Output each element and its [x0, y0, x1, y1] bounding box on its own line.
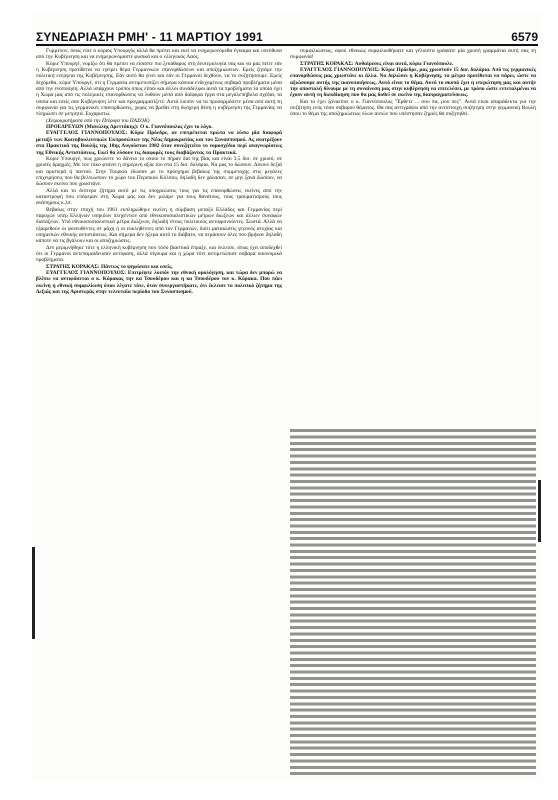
paragraph: Κύριε Υπουργέ, νομίζω ότι θα πρέπει να είσαστε πιο ξεκάθαρος στη δευτερολογία σας και να μας πείτε εάν η Κυβέρνηση προτίθεται να εγείρει θέμα Γερμανικών επανορθώσεων και αποζημιώσεων. Εμείς ζητάμε την πολιτική ενέργεια της Κυβέρνησης. Εάν αυτό θα γίνει και εάν οι Γερμανοί δεχθούν, να το συζητήσουμε. Εμείς δεχόμεθα, κύριε Υπουργέ, ότι η Γερμανία αντιμετωπίζει σήμερα κάποια ενδεχομένως σοβαρά προβλήματα μέσα από την ενοποίηση. Αλλά υπάρχουν τρόποι όπως είπαν και άλλοι συνάδελφοι αυτά τα προβλήματα τα οποία έχει η Χώρα μας από τις πολεμικές επανορθώσεις να λυθούν μέσα από διάφορα έργα στα μεγαλεπήβολα σχέδια, τα οποία και εσείς σαν Κυβέρνηση λέτε και προγραμματίζετε. Αυτά λοιπόν να τα προσαρμόσετε μέσα από αυτή τη συμφωνία για τις γερμανικές επανορθώσεις, χωρίς να βρεθεί στη δυσχερή θέση η κυβέρνηση της Γερμανίας να πληρώσει σε μετρητά. Ευχαριστώ. [36, 60, 282, 118]
margin-mark [538, 480, 541, 542]
speaker-paragraph: ΕΥΑΓΓΕΛΟΣ ΓΙΑΝΝΟΠΟΥΛΟΣ: Κύριε Πρόεδρε, αν επιτρέπεται πρώτα να λύσω μία διαφορά μεταξύ των Κοινοβουλευτικών Εκπροσώπων της Νέας Δημοκρατίας και του Συνασπισμού. Ας ανατρέξουν στα Πρακτικά της Βουλής της 18ης Αυγούστου 1982 όταν συνεζητείτο το νομοσχέδιο περί αναγνωρίσεως της Εθνικής Αντιστάσεως. Εκεί θα λύσουν τις διαφορές τους διαβάζοντας τα Πρακτικά. [36, 130, 282, 156]
speaker-paragraph: ΠΡΟΕΔΡΕΥΩΝ (Μανώλης Δρεττάκης): Ο κ. Γιαννόπουλος έχει το λόγο. [46, 124, 213, 131]
speaker-paragraph: ΣΤΡΑΤΗΣ ΚΟΡΑΚΑΣ: Πάντως το ψηφίσατε και εσείς. [46, 263, 173, 270]
paragraph: συμφιλιώσεως, αφού εθνικώς συμφιλιωθήκατε και γέλοιστα γράψατε μία χρυσή γραμμάτια αυτή σας τη συμφωνία! [290, 48, 536, 61]
paragraph: Βεβαίως στην εποχή του 1961 εκπληρώθηκε εκείνη η σύμβαση μεταξύ Ελλάδος και Γερμανίας περί παροχών υπέρ Ελλήνων υπηκόων πληγέντων από εθνικοσοσιαλιστικών μέτρων διώξεων και άλλων συναφών διατάξεων. Υπό εθνικοσοσιαλιστικά μέτρα διώξεων, δηλαδή στους πολιτικούς αντιφρονούντες. Σωστά. Αλλά να εξαιρεθούν οι φονευθέντες σε μάχη ή οι ευκληθέντες από τον Γερμανών, διότι ματαιώσεις γεγονός ατυχίας και υπηρεσιών εθνικής αντιστάσεως. Και σήμερα δεν ήξερα αυτό το διάβατο, να περάσουν όλες που βρήκαν δηλαδή κάποτε να τις βγάλουν και οι αποζημιώσεις. [36, 206, 282, 245]
paragraph: Αλλά και το δεύτερο ζήτημα αυτό με τις υποχρεώσεις τους για τις επανορθώσεις εκείνες από την καταστροφή που επέφεραν στη Χώρα μας και δεν μιλάμε για τους θανάτους, τους τραυματισμούς τους ανάπηρους κ.λπ. [36, 187, 282, 207]
page-header [36, 18, 538, 46]
illegible-text-block [290, 427, 536, 777]
paragraph: Κύριε Υπουργέ, πως χρεώνετε το δάνειο το οποίο το πήραν δια της βίας και είναι 3,5 δισ. σε χρυσό, σε χρυσές δραχμές; Με τον τόκο φτάνει η σημερινή αξία του στα 15 δισ. δολάρια. Να μας το δώσουν. Δίνουν δεξιά και αριστερά ή παντού. Στην Τουρκία έδωσαν με το πρόσχημα βεβαίως της συμμετοχής στις μεγάλες επιχειρήσεις που θα βελτιώσουν το χώρο του Περσικού Κόλπου, δηλαδή δεν χάλασαν, σε μην ξανά δώσουν, να δώσουν εκείνο που χρωστάνε. [36, 155, 282, 188]
paragraph: Δεν μεριμνήθηκε τότε η ελληνική κυβέρνηση που τόσο βιαστικά έπραξε, και έκλεισε, όπως έχει αποδεχθεί ότι οι Γερμανοί αντεπαμαίδευσαν αντίφαση, αλλά σίγουρα και η χώρα τότε αντιμετώπισε σοβαρά οικονομικά προβλήματα. [36, 244, 282, 264]
paragraph: Και το έχει ξαναείπει ο κ. Γιαννόπουλος "Έρθετε ... σου πα, μου πες". Αυτά είναι απαράδεκτα για την συζήτηση ενός τόσο σοβαρού θέματος. Θα σας αντιγράψω από την αντίστοιχη συζήτηση στην γερμανική Βουλή όπου το θέμα της αποζημιώσεως όλων αυτών που υπέστησαν ζημιές θα συζητηθεί. [290, 98, 536, 118]
paragraph: Γυμμένον, όπως είπε ο κύριος Υπουργός αλλά θα πρέπει και εκεί να ενημερωνόμεθα έγκαιρα και υπεύθυνα από την Κυβέρνηση και να ενημερωνόμαστε φυσικά και ο ελληνικός Λαός. [36, 48, 282, 61]
speaker-paragraph: ΣΤΡΑΤΗΣ ΚΟΡΑΚΑΣ: Αυθαίρεσες είναι αυτά, κύριε Γιαννόπουλε. [300, 60, 454, 67]
newspaper-page [32, 12, 542, 782]
speaker-paragraph: ΕΥΑΓΓΕΛΟΣ ΓΙΑΝΝΟΠΟΥΛΟΣ: Κύριε Πρόεδρε, μας χρωστούν 15 δισ. δολάρια. Από τις γερμανικές επανορθώσεις μας χρωστάνε κι άλλα. Να δηλώσει η Κυβέρνηση, τα μέτρα προτίθεται να πάρει, ώστε να αξιώσουμε αυτής της ικανοποιήσεως. Αυτό είναι το θέμα. Αυτό το σκοπό έχει η επερώτηση μας και αυτήν την αποστολή δίνουμε με τη συναίνεση μας στην κυβέρνηση να επιτελέσει, με τρόπο ώστε εντεταλμένοι να έχουν αυτή τη διεκδίκηση που θα μας δοθεί σε εκείνο της διαπραγματεύσεως. [290, 67, 536, 99]
left-column [36, 48, 282, 776]
speaker-paragraph: ΕΥΑΓΓΕΛΟΣ ΓΙΑΝΝΟΠΟΥΛΟΣ: Επιτρέψτε λοιπόν την εθνική ομολόγηση, και τώρα δεν μπορώ να βλέπω να αντιφάσεται ο κ. Κόρακας την κα Τσουδέρου και η κα Τσουδέρου τον κ. Κόρακα. Που πάει εκείνη η εθνική συμφιλίωση όπου λέγατε τότε, όταν συνεργαστήκατε, ότι έκλεισε το πολιτικό ζήτημα της Δεξιάς και της Αριστεράς στην τελευταία περίοδο του Συνασπισμού. [36, 270, 282, 296]
applause-note: (Χειροκροτήματα από την Πτέρυγα του ΠΑΣΟΚ) [46, 117, 150, 124]
session-title: ΣΥΝΕΔΡΙΑΣΗ ΡΜΗ' - 11 ΜΑΡΤΙΟΥ 1991 [36, 30, 263, 44]
margin-mark [32, 547, 35, 639]
page-number: 6579 [511, 30, 538, 44]
